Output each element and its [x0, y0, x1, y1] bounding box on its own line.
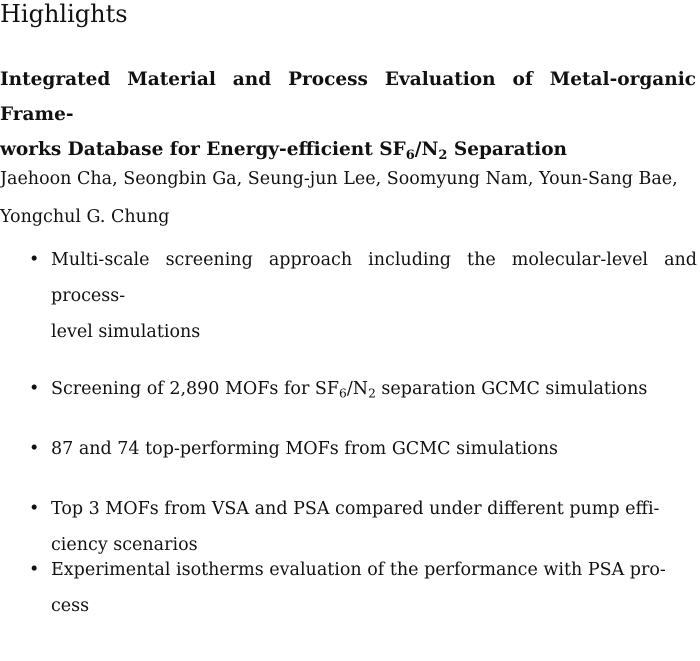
- authors-line-1: Jaehoon Cha, Seongbin Ga, Seung-jun Lee, Soomyung Nam, Youn-Sang Bae,: [0, 169, 678, 189]
- highlight-subscript-2: 2: [368, 386, 376, 401]
- highlights-heading: Highlights: [0, 0, 128, 28]
- paper-title: [0, 62, 696, 167]
- highlight-text: [51, 552, 697, 624]
- title-line-2: works Database for Energy-efficient SF: [0, 139, 406, 160]
- highlight-pre: Screening of 2,890 MOFs for SF: [51, 379, 340, 399]
- bullet-icon: •: [29, 499, 40, 519]
- title-subscript-2: 2: [438, 147, 448, 163]
- bullet-icon: •: [29, 379, 40, 399]
- highlight-item: [29, 371, 697, 407]
- highlight-item: [29, 242, 697, 350]
- bullet-icon: •: [29, 560, 40, 580]
- highlight-line-1: Top 3 MOFs from VSA and PSA compared under different pump effi-: [51, 499, 660, 519]
- highlight-text: [51, 371, 697, 407]
- title-line-1: Integrated Material and Process Evaluation of Metal-organic Frame-: [0, 69, 696, 125]
- highlight-line-2: level simulations: [51, 322, 201, 342]
- highlight-subscript-6: 6: [339, 386, 347, 401]
- title-line-2-end: Separation: [447, 139, 567, 160]
- highlight-line-1: Multi-scale screening approach including the molecular-level and process-: [51, 250, 697, 306]
- highlight-item: [29, 552, 697, 624]
- bullet-icon: •: [29, 250, 40, 270]
- title-slash-n: /N: [414, 139, 439, 160]
- highlight-line-2: cess: [51, 596, 90, 616]
- author-list: [0, 160, 696, 236]
- authors-line-2: Yongchul G. Chung: [0, 207, 170, 227]
- highlight-line-1: 87 and 74 top-performing MOFs from GCMC simulations: [51, 439, 558, 459]
- title-subscript-6: 6: [405, 147, 415, 163]
- highlight-slash-n: /N: [346, 379, 369, 399]
- highlight-text: [51, 242, 697, 350]
- bullet-icon: •: [29, 439, 40, 459]
- highlight-line-1: Experimental isotherms evaluation of the performance with PSA pro-: [51, 560, 666, 580]
- highlight-line-2: ciency scenarios: [51, 535, 198, 555]
- highlight-item: [29, 431, 697, 467]
- highlight-text: [51, 431, 697, 467]
- highlight-post: separation GCMC simulations: [375, 379, 648, 399]
